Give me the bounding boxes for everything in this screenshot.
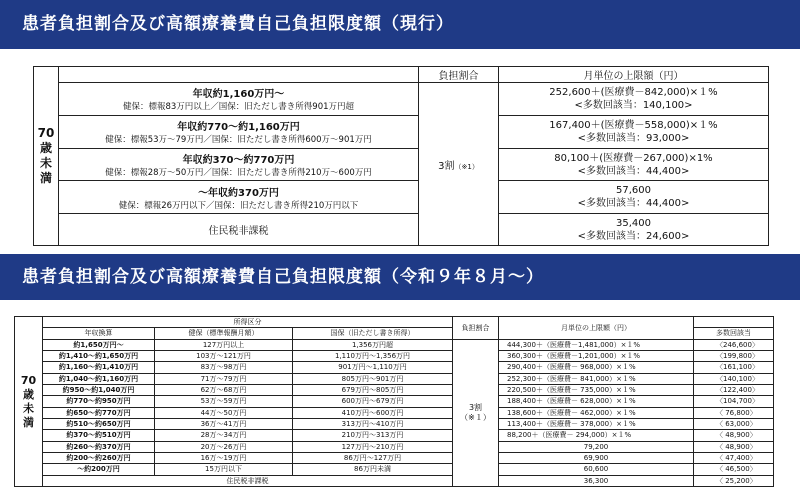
table2-header-kenpo: 健保（標準報酬月額） [155,328,293,339]
table2-limit-cell: 188,400＋（医療費－ 628,000）×１% [499,396,694,407]
ratio-note: （※1） [454,162,479,171]
table2-row [15,350,774,361]
table2-kenpo-cell: 16万～19万円 [155,452,293,463]
table2-limit-cell: 290,400＋（医療費－ 968,000）×１% [499,362,694,373]
income-bracket: 年収約770～約1,160万円 [177,122,300,134]
table2-many-cell: 〈246,600〉 [694,339,774,350]
current-limit-table [33,66,769,246]
table2-ratio-cell [453,339,499,486]
table2-kenpo-cell: 53万～59万円 [155,396,293,407]
table2-income-cell: 約1,160～約1,410万円 [43,362,155,373]
table2-many-cell: 〈 47,400〉 [694,452,774,463]
table1-income-cell [59,115,419,148]
table2-row [15,339,774,350]
table2-income-cell: 約370～約510万円 [43,430,155,441]
table1-income-cell [59,181,419,214]
table2-income-cell: 約770～約950万円 [43,396,155,407]
table1-limit-cell [499,115,769,148]
table2-header-ratio: 負担割合 [453,317,499,340]
table2-limit-cell: 252,300＋（医療費－ 841,000）×１% [499,373,694,384]
table2-many-cell: 〈122,400〉 [694,384,774,395]
table2-header-row-1 [15,317,774,328]
table2-many-cell: 〈 76,800〉 [694,407,774,418]
income-detail: 健保：標報53万～79万円／国保：旧ただし書き所得600万～901万円 [105,135,372,146]
section1-title-banner [0,0,800,49]
table1-header-blank [59,67,419,83]
table2-income-cell: 住民税非課税 [43,475,453,486]
table2-kokuho-cell: 1,356万円超 [293,339,453,350]
table2-row [15,475,774,486]
table2-limit-cell: 79,200 [499,441,694,452]
table2-many-cell: 〈 63,000〉 [694,418,774,429]
table2-limit-cell: 220,500＋（医療費－ 735,000）×１% [499,384,694,395]
table2-many-cell: 〈 25,200〉 [694,475,774,486]
table2-header-blank [694,317,774,328]
table2-kenpo-cell: 15万円以下 [155,464,293,475]
income-detail: 健保：標報26万円以下／国保：旧ただし書き所得210万円以下 [118,200,359,211]
table2-limit-cell: 36,300 [499,475,694,486]
income-detail: 健保：標報28万～50万円／国保：旧ただし書き所得210万～600万円 [105,168,372,179]
table2-age-label: 70 歳 未 満 [15,317,43,487]
table2-many-cell: 〈 48,900〉 [694,430,774,441]
table2-kenpo-cell: 20万～26万円 [155,441,293,452]
table2-row [15,430,774,441]
table2-kenpo-cell: 44万～50万円 [155,407,293,418]
table2-income-cell: ～約200万円 [43,464,155,475]
table2-many-cell: 〈104,700〉 [694,396,774,407]
table1-limit-cell [499,181,769,214]
income-bracket: 住民税非課税 [208,226,269,238]
table2-kokuho-cell: 210万円～313万円 [293,430,453,441]
table2-kokuho-cell: 679万円～805万円 [293,384,453,395]
table1-limit-cell [499,148,769,181]
revised-limit-table [14,316,774,487]
table2-kenpo-cell: 36万～41万円 [155,418,293,429]
table2-kenpo-cell: 83万～98万円 [155,362,293,373]
limit-formula: 80,100＋(医療費－267,000)×1% [554,152,713,164]
table1-income-cell [59,214,419,246]
table1-limit-cell [499,214,769,246]
ratio-value: 3割 [468,402,483,412]
limit-formula: 252,600＋(医療費－842,000)×１% [549,86,718,98]
table1-age-label: 70 歳 未 満 [34,67,59,246]
table1-header-limit: 月単位の上限額（円） [499,67,769,83]
table2-header-limit: 月単位の上限額（円） [499,317,694,340]
table2-income-cell: 約950～約1,040万円 [43,384,155,395]
table2-limit-cell: 138,600＋（医療費－ 462,000）×１% [499,407,694,418]
table2-income-cell: 約200～約260万円 [43,452,155,463]
table2-row [15,441,774,452]
table2-many-cell: 〈199,800〉 [694,350,774,361]
table2-income-cell: 約510～約650万円 [43,418,155,429]
table2-kenpo-cell: 62万～68万円 [155,384,293,395]
table2-many-cell: 〈 48,900〉 [694,441,774,452]
table2-row [15,373,774,384]
table2-row [15,464,774,475]
table1-income-cell [59,83,419,116]
many-times-value: <多数回該当：44,400> [577,165,690,177]
table2-kokuho-cell: 86万円～127万円 [293,452,453,463]
table2-row [15,396,774,407]
income-bracket: ～年収約370万円 [198,187,279,199]
table1-header-ratio: 負担割合 [419,67,499,83]
table1-row [34,214,769,246]
ratio-note: （※１） [460,412,491,422]
table2-row [15,407,774,418]
table2-many-cell: 〈 46,500〉 [694,464,774,475]
ratio-value: 3割 [438,160,455,172]
table2-kenpo-cell: 127万円以上 [155,339,293,350]
table1-ratio-cell [419,83,499,246]
table2-kokuho-cell: 86万円未満 [293,464,453,475]
table1-row [34,115,769,148]
table2-many-cell: 〈140,100〉 [694,373,774,384]
limit-formula: 167,400＋(医療費－558,000)×１% [549,119,718,131]
table2-kokuho-cell: 1,110万円～1,356万円 [293,350,453,361]
table1-limit-cell [499,83,769,116]
limit-formula: 57,600 [616,185,651,197]
table1-row [34,83,769,116]
table2-kokuho-cell: 600万円～679万円 [293,396,453,407]
table2-income-cell: 約1,410～約1,650万円 [43,350,155,361]
table2-header-many: 多数回該当 [694,328,774,339]
table2-header-group: 所得区分 [43,317,453,328]
table1-income-cell [59,148,419,181]
table2-limit-cell: 88,200＋（医療費－ 294,000）×１% [499,430,694,441]
section2-title-banner [0,254,800,300]
table2-kokuho-cell: 313万円～410万円 [293,418,453,429]
table2-many-cell: 〈161,100〉 [694,362,774,373]
table2-row [15,384,774,395]
table2-header-kokuho: 国保（旧ただし書き所得） [293,328,453,339]
table1-row [34,181,769,214]
many-times-value: <多数回該当：24,600> [577,230,690,242]
table2-income-cell: 約650～約770万円 [43,407,155,418]
table2-limit-cell: 444,300＋（医療費－1,481,000）×１% [499,339,694,350]
table2-row [15,452,774,463]
table2-limit-cell: 60,600 [499,464,694,475]
table2-limit-cell: 69,900 [499,452,694,463]
table1-header-row [34,67,769,83]
table2-header-income: 年収換算 [43,328,155,339]
many-times-value: <多数回該当：140,100> [574,99,693,111]
income-bracket: 年収約1,160万円～ [192,89,285,101]
section1-title: 患者負担割合及び高額療養費自己負担限度額（現行） [22,14,454,34]
limit-formula: 35,400 [616,217,651,229]
table2-limit-cell: 113,400＋（医療費－ 378,000）×１% [499,418,694,429]
income-detail: 健保：標報83万円以上／国保：旧ただし書き所得901万円超 [122,102,355,113]
table2-kokuho-cell: 127万円～210万円 [293,441,453,452]
table2-income-cell: 約260～約370万円 [43,441,155,452]
table2-kokuho-cell: 901万円～1,110万円 [293,362,453,373]
table2-kenpo-cell: 71万～79万円 [155,373,293,384]
table2-row [15,418,774,429]
section2-title: 患者負担割合及び高額療養費自己負担限度額（令和９年８月～） [22,267,544,287]
many-times-value: <多数回該当：93,000> [577,132,690,144]
table2-income-cell: 約1,040～約1,160万円 [43,373,155,384]
table2-kokuho-cell: 410万円～600万円 [293,407,453,418]
table2-kenpo-cell: 103万～121万円 [155,350,293,361]
table2-kokuho-cell: 805万円～901万円 [293,373,453,384]
table2-limit-cell: 360,300＋（医療費－1,201,000）×１% [499,350,694,361]
table2-row [15,362,774,373]
table1-row [34,148,769,181]
income-bracket: 年収約370～約770万円 [182,155,295,167]
many-times-value: <多数回該当：44,400> [577,198,690,210]
table2-income-cell: 約1,650万円～ [43,339,155,350]
table2-kenpo-cell: 28万～34万円 [155,430,293,441]
